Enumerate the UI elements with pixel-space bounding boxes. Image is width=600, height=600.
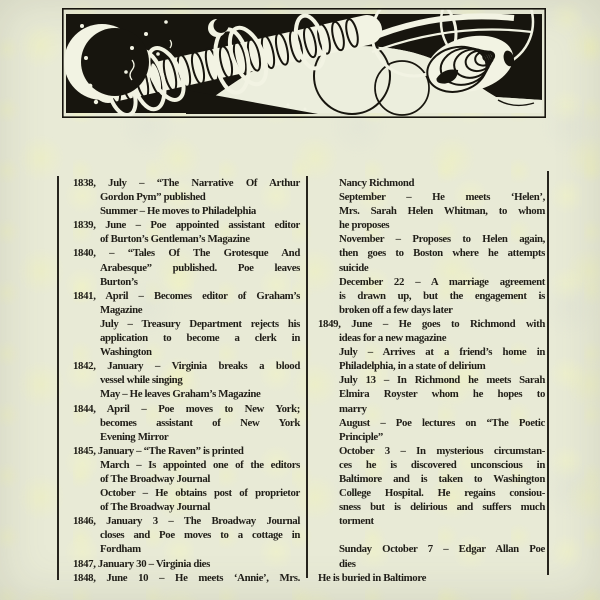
timeline-line: 1844, April – Poe moves to New York; — [73, 402, 300, 415]
timeline-line: March – Is appointed one of the editors — [100, 458, 300, 471]
timeline-line: August – Poe lectures on “The Poetic — [339, 416, 545, 429]
left-column-rule — [57, 176, 59, 580]
timeline-line: Mrs. Sarah Helen Whitman, to whom — [339, 205, 545, 218]
timeline-line: 1848, June 10 – He meets ‘Annie’, Mrs. — [73, 571, 300, 584]
timeline-line: closes and Poe moves to a cottage in — [100, 529, 300, 542]
timeline-line: Baltimore and is taken to Washington — [339, 472, 545, 485]
timeline-line: Magazine — [100, 303, 143, 316]
timeline-line: 1839, June – Poe appointed assistant editor — [73, 219, 300, 232]
timeline-line: December 22 – A marriage agreement — [339, 275, 545, 288]
timeline-line: July 13 – In Richmond he meets Sarah — [339, 374, 545, 387]
timeline-line: October 3 – In mysterious circumstan- — [339, 444, 545, 457]
timeline-line: October – He obtains post of proprietor — [100, 487, 300, 500]
timeline-line: dies — [339, 557, 356, 570]
timeline-line: of The Broadway Journal — [100, 501, 211, 514]
right-column-rule — [547, 171, 549, 575]
timeline-line: sness but is delirious and suffers much — [339, 501, 545, 514]
timeline-line: vessel while singing — [100, 374, 183, 387]
timeline-line: September – He meets ‘Helen’, — [339, 191, 545, 204]
timeline-line: Principle” — [339, 430, 383, 443]
timeline-line: 1849, June – He goes to Richmond with — [318, 317, 545, 330]
timeline-line: ces he is discovered unconscious in — [339, 458, 545, 471]
timeline-line: He is buried in Baltimore — [318, 571, 427, 584]
header-coil-illustration — [62, 8, 546, 118]
timeline-column-right — [318, 176, 545, 585]
timeline-line — [318, 528, 545, 542]
timeline-line: Nancy Richmond — [339, 177, 415, 189]
timeline-line: marry — [339, 402, 367, 415]
timeline-line: becomes assistant of New York — [100, 416, 300, 429]
timeline-line: ideas for a new magazine — [339, 332, 447, 345]
timeline-line: Summer – He moves to Philadelphia — [100, 205, 256, 218]
timeline-line: is drawn up, but the engagement is — [339, 289, 545, 302]
timeline-line: Elmira Royster whom he hopes to — [339, 388, 545, 401]
timeline-line: July – Arrives at a friend’s home in — [339, 346, 545, 359]
timeline-line: application to become a clerk in — [100, 332, 300, 345]
column-divider-rule — [306, 176, 308, 578]
timeline-line: 1842, January – Virginia breaks a blood — [73, 360, 300, 373]
timeline-line: of The Broadway Journal — [100, 472, 211, 485]
timeline-line: broken off a few days later — [339, 303, 453, 316]
timeline-line: Evening Mirror — [100, 430, 169, 443]
timeline-line: 1838, July – “The Narrative Of Arthur — [73, 177, 300, 189]
timeline-line: 1845, January – “The Raven” is printed — [73, 444, 244, 457]
timeline-line: 1847, January 30 – Virginia dies — [73, 557, 210, 570]
timeline-line: then goes to Boston where he attempts — [339, 247, 545, 260]
timeline-line: Arabesque” published. Poe leaves — [100, 261, 300, 274]
timeline-line: torment — [339, 515, 374, 528]
timeline-line: November – Proposes to Helen again, — [339, 233, 545, 246]
timeline-line: suicide — [339, 261, 369, 274]
timeline-line: 1840, – “Tales Of The Grotesque And — [73, 247, 300, 260]
timeline-line: 1846, January 3 – The Broadway Journal — [73, 515, 300, 528]
timeline-line: College Hospital. He regains consiou- — [339, 487, 545, 500]
timeline-line: of Burton’s Gentleman’s Magazine — [100, 233, 250, 246]
timeline-line: he proposes — [339, 219, 390, 232]
timeline-line: 1841, April – Becomes editor of Graham’s — [73, 289, 300, 302]
timeline-line: Washington — [100, 346, 152, 359]
timeline-column-left — [73, 176, 300, 585]
timeline-line: July – Treasury Department rejects his — [100, 317, 300, 330]
timeline-line: Gordon Pym” published — [100, 191, 206, 204]
timeline-line: Sunday October 7 – Edgar Allan Poe — [339, 543, 545, 556]
timeline-line: Fordham — [100, 543, 141, 556]
timeline-line: Philadelphia, in a state of delirium — [339, 360, 486, 373]
timeline-line: Burton’s — [100, 275, 138, 288]
timeline-line: May – He leaves Graham’s Magazine — [100, 388, 261, 401]
